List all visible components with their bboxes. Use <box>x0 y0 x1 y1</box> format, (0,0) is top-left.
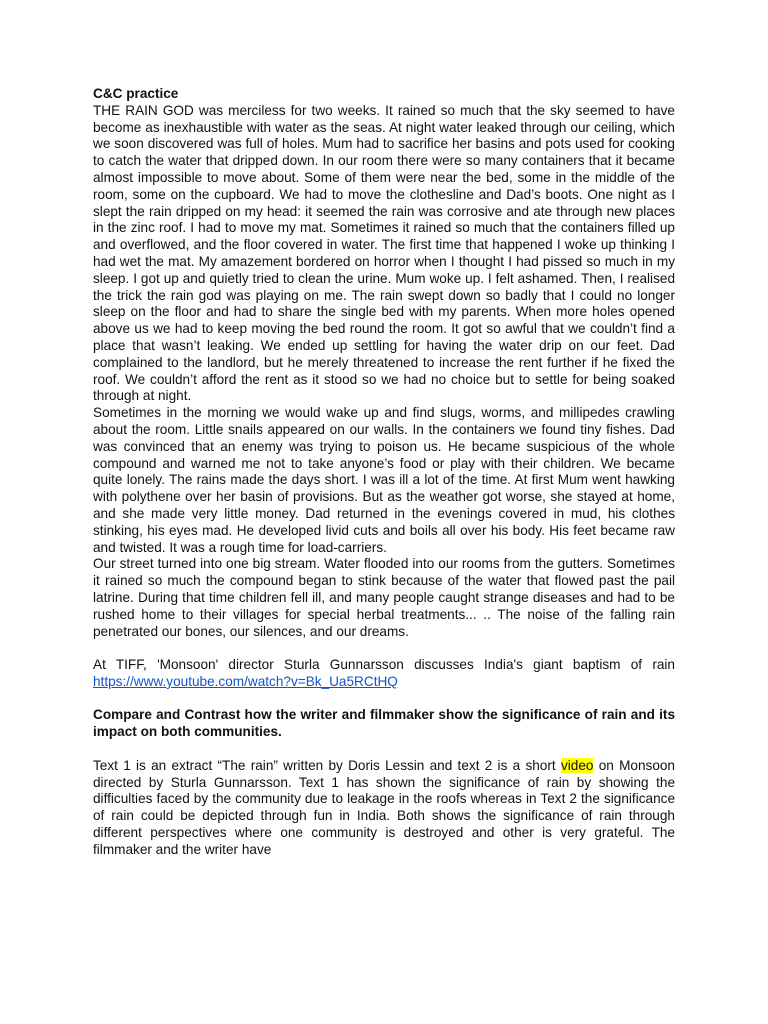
story-paragraph-2: Sometimes in the morning we would wake up and find slugs, worms, and millipedes crawling about the room. Little snails appeared on our walls. In the containers we found tiny fishes. Dad was convinced that an enemy was trying to poison us. He became suspicious of the whole compound and warned me not to take anyone’s food or play with their children. We became quite lonely. The rains made the days short. I was ill a lot of the time. At first Mum went hawking with polythene over her basin of provisions. But as the weather got worse, she stayed at home, and she made very little money. Dad returned in the evenings covered in mud, his clothes stinking, his eyes mad. He developed livid cuts and boils all over his body. His feet became raw and twisted. It was a rough time for load-carriers. <box>93 405 675 555</box>
youtube-link[interactable]: https://www.youtube.com/watch?v=Bk_Ua5RCtHQ <box>93 673 398 689</box>
tiff-paragraph <box>93 657 675 691</box>
answer-text-end: on Monsoon directed by Sturla Gunnarsson. Text 1 has shown the significance of rain by showing the difficulties faced by the community due to leakage in the roofs whereas in Text 2 the significance of rain could be depicted through fun in India. Both shows the significance of rain through different perspectives where one community is destroyed and other is very grateful. The filmmaker and the writer have <box>93 757 675 857</box>
highlighted-word: video <box>560 757 594 773</box>
spacer <box>93 640 675 657</box>
answer-text-start: Text 1 is an extract “The rain” written by Doris Lessin and text 2 is a short <box>93 757 561 773</box>
spacer <box>93 741 675 758</box>
spacer <box>93 691 675 708</box>
story-paragraph-1: THE RAIN GOD was merciless for two weeks. It rained so much that the sky seemed to have become as inexhaustible with water as the seas. At night water leaked through our ceiling, which we soon discovered was full of holes. Mum had to sacrifice her basins and pots used for cooking to catch the water that dripped down. In our room there were so many containers that it became almost impossible to move about. Some of them were near the bed, some in the middle of the room, some on the cupboard. We had to move the clothesline and Dad’s boots. One night as I slept the rain dripped on my head: it seemed the rain was corrosive and ate through new places in the zinc roof. I had to move my mat. Sometimes it rained so much that the containers filled up and overflowed, and the floor covered in water. The first time that happened I woke up thinking I had wet the mat. My amazement bordered on horror when I thought I had pissed so much in my sleep. I got up and quietly tried to clean the urine. Mum woke up. I felt ashamed. Then, I realised the trick the rain god was playing on me. The rain swept down so badly that I could no longer sleep on the floor and had to share the single bed with my parents. When more holes opened above us we had to keep moving the bed round the room. It got so awful that we couldn’t find a place that wasn’t leaking. We ended up settling for having the water drip on our feet. Dad complained to the landlord, but he merely threatened to increase the rent further if he fixed the roof. We couldn’t afford the rent as it stood so we had no choice but to settle for being soaked through at night. <box>93 102 675 404</box>
document-page <box>93 86 675 859</box>
answer-paragraph <box>93 758 675 859</box>
story-paragraph-3: Our street turned into one big stream. Water flooded into our rooms from the gutters. Sometimes it rained so much the compound began to stink because of the water that flowed past the pail latrine. During that time children fell ill, and many people caught strange diseases and had to be rushed home to their villages for special herbal treatments... .. The noise of the falling rain penetrated our bones, our silences, and our dreams. <box>93 556 675 639</box>
tiff-text: At TIFF, 'Monsoon' director Sturla Gunnarsson discusses India's giant baptism of rain <box>93 657 675 673</box>
question-text: Compare and Contrast how the writer and filmmaker show the significance of rain and its impact on both communities. <box>93 707 675 740</box>
document-heading: C&C practice <box>93 86 179 101</box>
